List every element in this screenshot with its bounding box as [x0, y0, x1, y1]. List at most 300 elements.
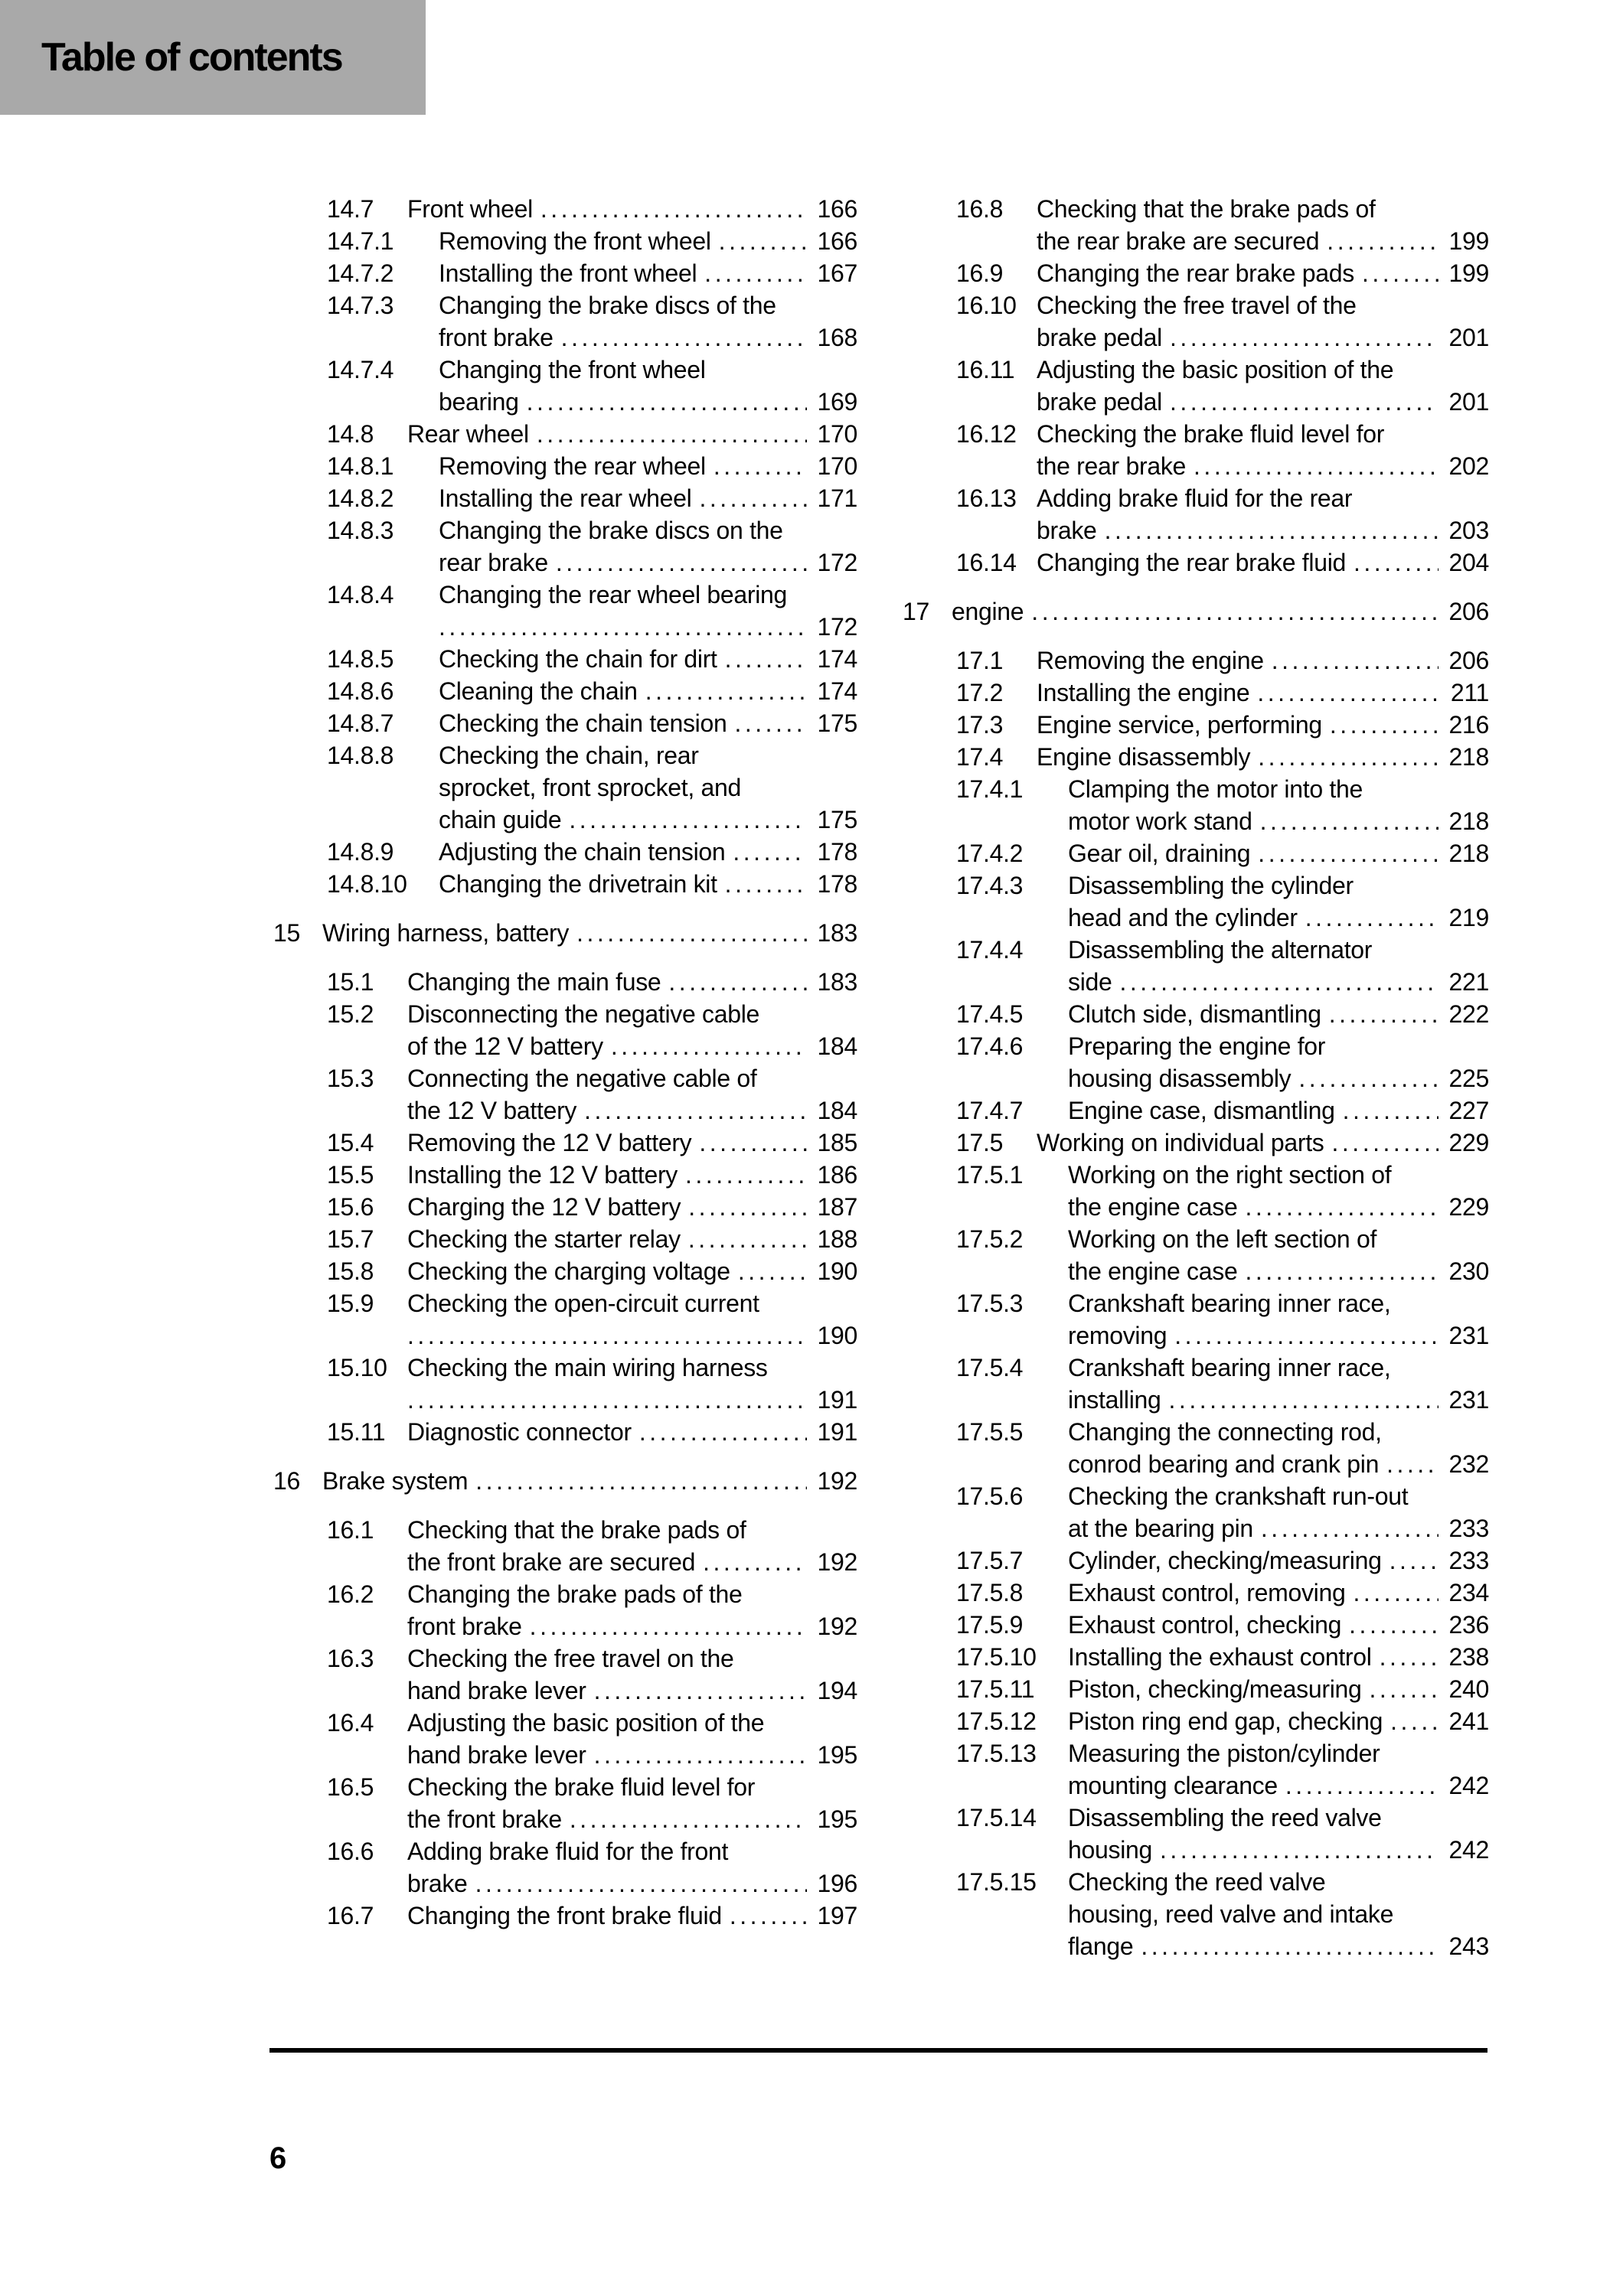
toc-entry — [903, 837, 1489, 869]
toc-entry-number: 16.14 — [956, 549, 1017, 576]
toc-entry — [273, 257, 857, 289]
dot-leader — [540, 193, 807, 225]
toc-entry-page: 191 — [817, 1418, 857, 1446]
dot-leader — [1261, 1512, 1438, 1544]
toc-entry — [903, 1802, 1489, 1866]
dot-leader — [1160, 1834, 1438, 1866]
toc-entry-title-line: Working on individual parts — [1037, 1129, 1324, 1156]
toc-entry — [273, 836, 857, 868]
dot-leader — [738, 1255, 807, 1287]
toc-entry-number: 16.7 — [327, 1902, 374, 1929]
dot-leader — [1194, 450, 1438, 482]
toc-entry — [903, 1352, 1489, 1416]
toc-entry-number: 14.8.1 — [327, 452, 394, 480]
dot-leader — [1170, 321, 1438, 354]
dot-leader — [1329, 998, 1438, 1030]
toc-entry-number: 17.5.10 — [956, 1643, 1037, 1671]
toc-entry-title-line: Rear wheel — [407, 420, 529, 448]
toc-entry-title-line: Changing the rear wheel bearing — [439, 581, 788, 608]
toc-entry-title-line: brake — [1037, 517, 1097, 544]
toc-entry — [273, 1287, 857, 1352]
toc-entry-number: 17.5.8 — [956, 1579, 1024, 1606]
dot-leader — [1305, 902, 1438, 934]
toc-entry-page: 186 — [817, 1161, 857, 1189]
toc-entry-page: 199 — [1448, 227, 1489, 255]
toc-entry-number: 15.11 — [327, 1418, 386, 1446]
toc-entry-page: 238 — [1448, 1643, 1489, 1671]
toc-entry-number: 17.5.2 — [956, 1225, 1024, 1253]
toc-entry-title-line: the engine case — [1068, 1257, 1238, 1285]
toc-entry-title-line: Checking the main wiring harness — [407, 1354, 768, 1381]
toc-entry-page: 169 — [817, 388, 857, 416]
toc-entry — [273, 579, 857, 643]
toc-entry-page: 222 — [1448, 1000, 1489, 1028]
toc-entry-title-line: Removing the engine — [1037, 647, 1264, 674]
toc-entry-title-line: Checking the chain, rear — [439, 742, 699, 769]
toc-entry — [273, 1062, 857, 1127]
dot-leader — [1362, 257, 1438, 289]
toc-entry-title-line: Engine disassembly — [1037, 743, 1251, 771]
toc-entry-title-line: Piston ring end gap, checking — [1068, 1707, 1383, 1735]
toc-entry — [273, 1223, 857, 1255]
dot-leader — [1332, 1127, 1438, 1159]
dot-leader — [639, 1416, 807, 1448]
toc-entry-page: 171 — [817, 484, 857, 512]
dot-leader — [703, 1546, 806, 1578]
toc-entry — [273, 1771, 857, 1835]
toc-entry-title-line: brake pedal — [1037, 388, 1162, 416]
toc-entry-page: 196 — [817, 1870, 857, 1897]
dot-leader — [1245, 1191, 1438, 1223]
toc-entry-title-line: Changing the brake discs on the — [439, 517, 783, 544]
toc-entry-title-line: Checking the open-circuit current — [407, 1290, 759, 1317]
toc-entry-number: 15.5 — [327, 1161, 374, 1189]
toc-entry-page: 232 — [1448, 1450, 1489, 1478]
dot-leader — [1386, 1448, 1438, 1480]
toc-entry-page: 188 — [817, 1225, 857, 1253]
toc-entry-page: 221 — [1448, 968, 1489, 996]
toc-entry-title-line: Checking the charging voltage — [407, 1257, 730, 1285]
toc-entry-title-line: of the 12 V battery — [407, 1032, 603, 1060]
toc-entry-title-line: Working on the right section of — [1068, 1161, 1392, 1189]
footer-page-number: 6 — [269, 2141, 287, 2175]
toc-entry — [273, 1514, 857, 1578]
toc-entry — [903, 709, 1489, 741]
toc-column-left — [273, 193, 857, 1932]
toc-entry — [903, 418, 1489, 482]
toc-entry-page: 194 — [817, 1677, 857, 1704]
dot-leader — [475, 1867, 807, 1900]
dot-leader — [1120, 966, 1438, 998]
toc-entry — [903, 1127, 1489, 1159]
toc-entry-number: 14.7.3 — [327, 292, 394, 319]
toc-entry-number: 14.8.6 — [327, 677, 394, 705]
toc-entry-page: 201 — [1448, 324, 1489, 351]
toc-entry-number: 14.7.4 — [327, 356, 394, 383]
toc-entry-page: 230 — [1448, 1257, 1489, 1285]
toc-entry-page: 233 — [1448, 1515, 1489, 1542]
toc-entry-page: 236 — [1448, 1611, 1489, 1639]
toc-entry-number: 16.3 — [327, 1645, 374, 1672]
toc-entry — [903, 1673, 1489, 1705]
toc-entry-number: 16.8 — [956, 195, 1004, 223]
toc-entry-title-line: Checking the free travel on the — [407, 1645, 734, 1672]
toc-entry-number: 17.4.2 — [956, 840, 1024, 867]
toc-entry-title-line: sprocket, front sprocket, and — [439, 774, 742, 801]
toc-entry-page: 170 — [817, 420, 857, 448]
toc-entry-title-line: Wiring harness, battery — [322, 919, 570, 947]
toc-entry — [903, 595, 1489, 628]
toc-entry-title-line: the 12 V battery — [407, 1097, 577, 1124]
dot-leader — [584, 1094, 806, 1127]
dot-leader — [725, 643, 807, 675]
toc-entry-title-line: housing, reed valve and intake — [1068, 1900, 1394, 1928]
toc-entry-title-line: Charging the 12 V battery — [407, 1193, 681, 1221]
toc-entry-page: 175 — [817, 709, 857, 737]
toc-entry-page: 192 — [817, 1548, 857, 1576]
toc-entry-title-line: Exhaust control, checking — [1068, 1611, 1342, 1639]
toc-entry-number: 17.4 — [956, 743, 1004, 771]
toc-entry — [903, 869, 1489, 934]
toc-entry-page: 231 — [1448, 1386, 1489, 1414]
toc-entry-number: 14.8.8 — [327, 742, 394, 769]
toc-entry-number: 17.5 — [956, 1129, 1004, 1156]
toc-entry-title-line: Front wheel — [407, 195, 533, 223]
footer-rule — [269, 2048, 1487, 2053]
toc-entry-title-line: Installing the engine — [1037, 679, 1250, 706]
toc-entry-title-line: Removing the 12 V battery — [407, 1129, 692, 1156]
toc-entry-number: 16.4 — [327, 1709, 374, 1737]
toc-entry-page: 218 — [1448, 743, 1489, 771]
toc-entry — [273, 1127, 857, 1159]
dot-leader — [725, 868, 807, 900]
toc-entry-number: 16.9 — [956, 259, 1004, 287]
toc-entry — [903, 289, 1489, 354]
toc-entry-title-line: Checking the crankshaft run-out — [1068, 1482, 1409, 1510]
toc-entry-title-line: chain guide — [439, 806, 562, 833]
toc-entry — [273, 1352, 857, 1416]
toc-entry-page: 233 — [1448, 1547, 1489, 1574]
toc-entry-title-line: housing disassembly — [1068, 1065, 1292, 1092]
toc-entry-title-line: conrod bearing and crank pin — [1068, 1450, 1380, 1478]
dot-leader — [611, 1030, 807, 1062]
toc-entry-number: 16.13 — [956, 484, 1017, 512]
toc-entry-title-line: Adjusting the basic position of the — [1037, 356, 1394, 383]
toc-entry-page: 202 — [1448, 452, 1489, 480]
toc-entry-title-line: Installing the front wheel — [439, 259, 697, 287]
dot-leader — [1298, 1062, 1438, 1094]
toc-entry-number: 16 — [273, 1467, 300, 1495]
toc-entry-title-line: Installing the exhaust control — [1068, 1643, 1372, 1671]
toc-entry-number: 17 — [903, 598, 929, 625]
toc-entry-title-line: brake — [407, 1870, 468, 1897]
toc-entry — [903, 1287, 1489, 1352]
toc-entry-page: 187 — [817, 1193, 857, 1221]
toc-entry-number: 14.8 — [327, 420, 374, 448]
toc-entry-number: 15 — [273, 919, 300, 947]
toc-entry — [273, 1578, 857, 1642]
toc-entry — [273, 482, 857, 514]
toc-entry-number: 17.4.5 — [956, 1000, 1024, 1028]
toc-entry-title-line: head and the cylinder — [1068, 904, 1298, 931]
toc-entry-page: 203 — [1448, 517, 1489, 544]
toc-entry-title-line: the front brake — [407, 1805, 562, 1833]
toc-entry-title-line: Clamping the motor into the — [1068, 775, 1363, 803]
toc-entry-number: 16.1 — [327, 1516, 374, 1544]
toc-entry-number: 16.2 — [327, 1580, 374, 1608]
dot-leader — [1258, 837, 1438, 869]
toc-entry-number: 17.5.11 — [956, 1675, 1035, 1703]
toc-entry-number: 16.10 — [956, 292, 1017, 319]
dot-leader — [1349, 1609, 1438, 1641]
toc-entry-page: 240 — [1448, 1675, 1489, 1703]
dot-leader — [699, 482, 806, 514]
toc-entry-number: 15.7 — [327, 1225, 374, 1253]
toc-entry-number: 17.5.4 — [956, 1354, 1024, 1381]
toc-entry-page: 225 — [1448, 1065, 1489, 1092]
toc-entry-number: 16.12 — [956, 420, 1017, 448]
toc-entry-title-line: Checking the brake fluid level for — [407, 1773, 756, 1801]
toc-entry-number: 15.9 — [327, 1290, 374, 1317]
toc-entry — [903, 1577, 1489, 1609]
toc-entry-number: 17.5.12 — [956, 1707, 1037, 1735]
toc-entry-title-line: Checking the starter relay — [407, 1225, 681, 1253]
toc-entry-title-line: Working on the left section of — [1068, 1225, 1377, 1253]
dot-leader — [1169, 1384, 1438, 1416]
toc-entry-title-line: Connecting the negative cable of — [407, 1065, 757, 1092]
toc-entry-title-line: front brake — [407, 1613, 522, 1640]
toc-entry-page: 168 — [817, 324, 857, 351]
toc-entry-title-line: Diagnostic connector — [407, 1418, 632, 1446]
toc-entry-title-line: Adjusting the chain tension — [439, 838, 726, 866]
toc-entry-page: 206 — [1448, 598, 1489, 625]
toc-entry-page: 170 — [817, 452, 857, 480]
toc-entry-page: 204 — [1448, 549, 1489, 576]
toc-entry-title-line: Disassembling the alternator — [1068, 936, 1373, 964]
toc-entry-number: 14.8.3 — [327, 517, 394, 544]
toc-entry — [903, 354, 1489, 418]
toc-entry-page: 242 — [1448, 1836, 1489, 1864]
toc-entry-number: 16.6 — [327, 1838, 374, 1865]
dot-leader — [714, 450, 807, 482]
dot-leader — [1260, 805, 1438, 837]
toc-entry-number: 17.4.7 — [956, 1097, 1024, 1124]
dot-leader — [719, 225, 807, 257]
toc-entry-page: 227 — [1448, 1097, 1489, 1124]
toc-entry-page: 216 — [1448, 711, 1489, 739]
dot-leader — [570, 1803, 807, 1835]
toc-entry-number: 16.5 — [327, 1773, 374, 1801]
toc-entry — [903, 934, 1489, 998]
toc-entry-title-line: Engine case, dismantling — [1068, 1097, 1335, 1124]
dot-leader — [1031, 595, 1438, 628]
toc-entry-title-line: Changing the front brake fluid — [407, 1902, 722, 1929]
toc-entry-number: 17.2 — [956, 679, 1004, 706]
toc-entry-title-line: Changing the rear brake pads — [1037, 259, 1354, 287]
toc-entry-number: 17.3 — [956, 711, 1004, 739]
dot-leader — [561, 321, 807, 354]
toc-entry-page: 218 — [1448, 807, 1489, 835]
toc-entry-title-line: the rear brake are secured — [1037, 227, 1320, 255]
toc-entry — [273, 1255, 857, 1287]
dot-leader — [1354, 546, 1438, 579]
toc-entry-title-line: Cylinder, checking/measuring — [1068, 1547, 1382, 1574]
toc-entry-title-line: removing — [1068, 1322, 1167, 1349]
dot-leader — [730, 1900, 807, 1932]
toc-entry-number: 15.10 — [327, 1354, 387, 1381]
header-box — [0, 0, 426, 115]
toc-entry — [903, 546, 1489, 579]
toc-entry-title-line: Removing the front wheel — [439, 227, 711, 255]
toc-entry-title-line: Piston, checking/measuring — [1068, 1675, 1362, 1703]
toc-entry-number: 14.8.4 — [327, 581, 394, 608]
dot-leader — [569, 804, 806, 836]
dot-leader — [407, 1319, 807, 1352]
toc-entry — [273, 1835, 857, 1900]
toc-entry — [903, 257, 1489, 289]
toc-entry-title-line: front brake — [439, 324, 554, 351]
toc-entry-page: 211 — [1450, 679, 1489, 706]
dot-leader — [556, 546, 807, 579]
toc-entry-title-line: Changing the front wheel — [439, 356, 706, 383]
toc-entry — [273, 707, 857, 739]
toc-entry-page: 231 — [1448, 1322, 1489, 1349]
dot-leader — [685, 1159, 806, 1191]
toc-entry — [903, 741, 1489, 773]
toc-entry-title-line: Changing the rear brake fluid — [1037, 549, 1347, 576]
toc-entry — [903, 677, 1489, 709]
toc-entry-page: 206 — [1448, 647, 1489, 674]
toc-entry — [903, 1094, 1489, 1127]
toc-entry-page: 229 — [1448, 1193, 1489, 1221]
toc-entry-number: 15.2 — [327, 1000, 374, 1028]
toc-entry-page: 191 — [817, 1386, 857, 1414]
dot-leader — [527, 386, 807, 418]
toc-entry-number: 14.8.7 — [327, 709, 394, 737]
dot-leader — [688, 1191, 806, 1223]
dot-leader — [1330, 709, 1438, 741]
dot-leader — [1272, 644, 1438, 677]
dot-leader — [1353, 1577, 1438, 1609]
toc-entry-title-line: Changing the brake discs of the — [439, 292, 776, 319]
toc-entry-number: 17.5.7 — [956, 1547, 1024, 1574]
toc-entry — [903, 1737, 1489, 1802]
toc-entry — [273, 1191, 857, 1223]
toc-entry-title-line: Checking that the brake pads of — [407, 1516, 746, 1544]
toc-entry-page: 184 — [817, 1032, 857, 1060]
dot-leader — [530, 1610, 807, 1642]
toc-entry-page: 192 — [817, 1613, 857, 1640]
toc-entry — [903, 773, 1489, 837]
toc-entry — [273, 1465, 857, 1497]
toc-entry-number: 14.8.2 — [327, 484, 394, 512]
toc-entry-title-line: Gear oil, draining — [1068, 840, 1251, 867]
toc-entry-title-line: flange — [1068, 1932, 1134, 1960]
toc-entry-page: 197 — [817, 1902, 857, 1929]
toc-entry — [903, 482, 1489, 546]
toc-entry-number: 17.5.3 — [956, 1290, 1024, 1317]
toc-entry-title-line: bearing — [439, 388, 519, 416]
toc-entry-number: 14.7 — [327, 195, 374, 223]
toc-entry-title-line: Clutch side, dismantling — [1068, 1000, 1321, 1028]
toc-entry-title-line: Installing the rear wheel — [439, 484, 692, 512]
toc-entry-page: 234 — [1448, 1579, 1489, 1606]
toc-entry-number: 17.5.9 — [956, 1611, 1024, 1639]
toc-entry-number: 17.5.6 — [956, 1482, 1024, 1510]
toc-entry — [273, 354, 857, 418]
toc-entry — [273, 514, 857, 579]
toc-entry-page: 174 — [817, 645, 857, 673]
toc-entry-title-line: Changing the drivetrain kit — [439, 870, 717, 898]
toc-entry-page: 183 — [817, 919, 857, 947]
toc-entry — [273, 1416, 857, 1448]
toc-entry-page: 218 — [1448, 840, 1489, 867]
toc-entry — [903, 1641, 1489, 1673]
toc-entry-number: 14.8.5 — [327, 645, 394, 673]
dot-leader — [594, 1675, 807, 1707]
toc-entry-title-line: Checking the free travel of the — [1037, 292, 1357, 319]
toc-entry-number: 17.4.3 — [956, 872, 1024, 899]
toc-entry-title-line: Checking that the brake pads of — [1037, 195, 1376, 223]
toc-entry-page: 199 — [1448, 259, 1489, 287]
toc-entry-title-line: Changing the main fuse — [407, 968, 661, 996]
toc-entry-title-line: Installing the 12 V battery — [407, 1161, 678, 1189]
toc-entry-title-line: Disconnecting the negative cable — [407, 1000, 760, 1028]
toc-entry-title-line: Disassembling the cylinder — [1068, 872, 1354, 899]
toc-entry-title-line: Checking the chain for dirt — [439, 645, 717, 673]
toc-entry-number: 15.8 — [327, 1257, 374, 1285]
dot-leader — [1285, 1769, 1438, 1802]
toc-entry-number: 17.5.1 — [956, 1161, 1024, 1189]
toc-entry-title-line: Measuring the piston/cylinder — [1068, 1740, 1380, 1767]
toc-entry-title-line: Disassembling the reed valve — [1068, 1804, 1382, 1831]
toc-entry — [903, 1866, 1489, 1962]
toc-entry-title-line: motor work stand — [1068, 807, 1252, 835]
toc-entry-title-line: the engine case — [1068, 1193, 1238, 1221]
toc-entry — [273, 193, 857, 225]
toc-entry-title-line: hand brake lever — [407, 1677, 586, 1704]
dot-leader — [704, 257, 806, 289]
toc-entry-number: 16.11 — [956, 356, 1015, 383]
toc-entry-page: 242 — [1448, 1772, 1489, 1799]
toc-entry — [273, 868, 857, 900]
toc-entry — [273, 998, 857, 1062]
toc-entry-number: 17.1 — [956, 647, 1004, 674]
toc-entry-number: 15.3 — [327, 1065, 374, 1092]
toc-entry-number: 17.5.14 — [956, 1804, 1037, 1831]
toc-entry-page: 195 — [817, 1805, 857, 1833]
toc-entry-page: 190 — [817, 1257, 857, 1285]
dot-leader — [1258, 741, 1438, 773]
dot-leader — [594, 1739, 807, 1771]
dot-leader — [407, 1384, 807, 1416]
toc-entry-page: 172 — [817, 613, 857, 641]
toc-entry-title-line: at the bearing pin — [1068, 1515, 1253, 1542]
toc-entry-title-line: Exhaust control, removing — [1068, 1579, 1346, 1606]
dot-leader — [1390, 1544, 1438, 1577]
toc-entry-number: 15.1 — [327, 968, 374, 996]
toc-entry-title-line: Checking the brake fluid level for — [1037, 420, 1385, 448]
dot-leader — [1370, 1673, 1438, 1705]
toc-entry-title-line: Changing the brake pads of the — [407, 1580, 743, 1608]
toc-entry-number: 14.7.1 — [327, 227, 394, 255]
dot-leader — [1380, 1641, 1438, 1673]
dot-leader — [1245, 1255, 1438, 1287]
toc-entry-title-line: Checking the chain tension — [439, 709, 727, 737]
toc-entry — [903, 1544, 1489, 1577]
dot-leader — [688, 1223, 807, 1255]
toc-entry-title-line: mounting clearance — [1068, 1772, 1278, 1799]
